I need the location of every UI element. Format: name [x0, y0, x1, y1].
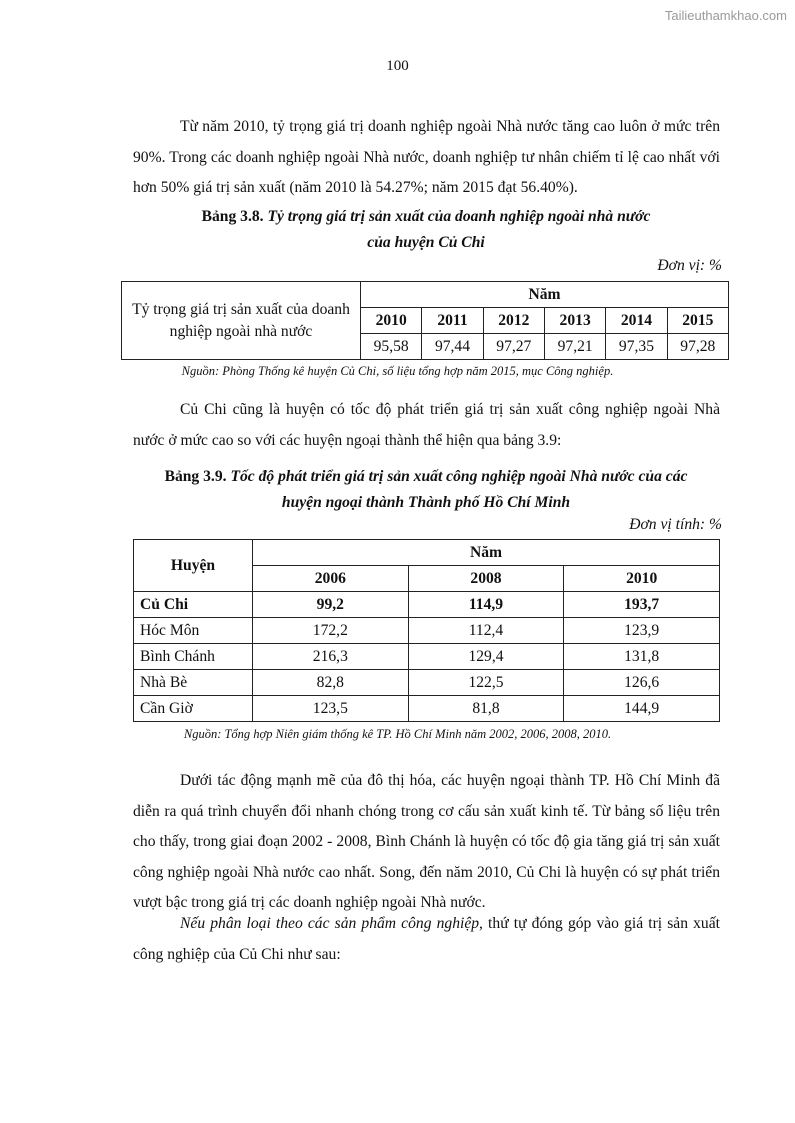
paragraph-4 — [133, 909, 720, 970]
table-3-8-year: 2012 — [483, 308, 544, 334]
table-3-8-value: 97,28 — [667, 334, 728, 360]
table-3-8-year-group: Năm — [361, 282, 729, 308]
table-3-9-source: Nguồn: Tổng hợp Niên giám thống kê TP. Hồ Chí Minh năm 2002, 2006, 2008, 2010. — [183, 727, 612, 741]
table-3-8-unit: Đơn vị: % — [657, 257, 722, 274]
table-3-9-caption — [120, 464, 732, 516]
table-3-8-caption — [120, 204, 732, 256]
table-3-9-caption-line2: huyện ngoại thành Thành phố Hồ Chí Minh — [281, 494, 571, 511]
district-name: Bình Chánh — [134, 644, 253, 670]
table-3-8-year: 2013 — [544, 308, 605, 334]
paragraph-4-italic: Nếu phân loại theo các sản phẩm công nghiệp — [180, 915, 480, 932]
district-name: Hóc Môn — [134, 618, 253, 644]
table-3-8-year: 2015 — [667, 308, 728, 334]
table-cell: 131,8 — [564, 644, 720, 670]
table-cell: 123,5 — [253, 696, 409, 722]
table-3-8-caption-line1: Tỷ trọng giá trị sản xuất của doanh nghiệp ngoài nhà nước — [267, 208, 651, 225]
district-name: Cần Giờ — [134, 696, 253, 722]
table-cell: 172,2 — [253, 618, 409, 644]
paragraph-4-rest: , thứ tự đóng góp vào giá trị sản xuất công nghiệp của Củ Chi như sau: — [133, 915, 720, 963]
table-3-8-year: 2011 — [422, 308, 483, 334]
table-3-9-year: 2006 — [253, 566, 409, 592]
table-cell: 144,9 — [564, 696, 720, 722]
table-3-8-caption-line2: của huyện Củ Chi — [367, 234, 485, 251]
district-name: Củ Chi — [134, 592, 253, 618]
table-3-8-value: 97,44 — [422, 334, 483, 360]
table-3-9-caption-prefix: Bảng 3.9. — [164, 468, 227, 485]
table-row — [134, 670, 720, 696]
table-cell: 99,2 — [253, 592, 409, 618]
table-3-8-year: 2010 — [361, 308, 422, 334]
table-3-9-caption-line1: Tốc độ phát triển giá trị sản xuất công nghiệp ngoài Nhà nước của các — [230, 468, 688, 485]
table-cell: 122,5 — [408, 670, 564, 696]
table-3-8-caption-prefix: Bảng 3.8. — [201, 208, 264, 225]
paragraph-3: Dưới tác động mạnh mẽ của đô thị hóa, các huyện ngoại thành TP. Hồ Chí Minh đã diễn ra quá trình chuyển đổi nhanh chóng trong cơ cấu sản xuất kinh tế. Từ bảng số liệu trên cho thấy, trong giai đoạn 2002 - 2008, Bình Chánh là huyện có tốc độ gia tăng giá trị sản xuất công nghiệp ngoài Nhà nước cao nhất. Song, đến năm 2010, Củ Chi là huyện có sự phát triển vượt bậc trong giá trị các doanh nghiệp ngoài Nhà nước. — [133, 772, 720, 911]
table-row — [134, 696, 720, 722]
table-3-8-value: 97,35 — [606, 334, 667, 360]
table-cell: 216,3 — [253, 644, 409, 670]
table-cell: 112,4 — [408, 618, 564, 644]
district-name: Nhà Bè — [134, 670, 253, 696]
paragraph-1: Từ năm 2010, tỷ trọng giá trị doanh nghiệp ngoài Nhà nước tăng cao luôn ở mức trên 90%. Trong các doanh nghiệp ngoài Nhà nước, doanh nghiệp tư nhân chiếm tỉ lệ cao nhất với hơn 50% giá trị sản xuất (năm 2010 là 54.27%; năm 2015 đạt 56.40%). — [133, 118, 720, 196]
table-cell: 126,6 — [564, 670, 720, 696]
paragraph-2: Củ Chi cũng là huyện có tốc độ phát triển giá trị sản xuất công nghiệp ngoài Nhà nước ở mức cao so với các huyện ngoại thành thể hiện qua bảng 3.9: — [133, 401, 720, 449]
table-cell: 82,8 — [253, 670, 409, 696]
table-3-8 — [121, 281, 729, 360]
table-3-9-district-header: Huyện — [134, 540, 253, 592]
table-cell: 193,7 — [564, 592, 720, 618]
table-3-9-year: 2008 — [408, 566, 564, 592]
table-3-9-year-group: Năm — [253, 540, 720, 566]
table-3-8-year: 2014 — [606, 308, 667, 334]
table-3-8-value: 97,21 — [544, 334, 605, 360]
table-3-8-value: 97,27 — [483, 334, 544, 360]
table-cell: 114,9 — [408, 592, 564, 618]
table-row — [134, 618, 720, 644]
table-3-9-unit: Đơn vị tính: % — [629, 516, 722, 533]
table-cell: 123,9 — [564, 618, 720, 644]
table-3-8-source: Nguồn: Phòng Thống kê huyện Củ Chi, số liệu tổng hợp năm 2015, mục Công nghiệp. — [181, 364, 614, 378]
table-cell: 81,8 — [408, 696, 564, 722]
table-3-9-year: 2010 — [564, 566, 720, 592]
watermark: Tailieuthamkhao.com — [664, 8, 787, 23]
table-3-8-row-header: Tỷ trọng giá trị sản xuất của doanh nghiệp ngoài nhà nước — [122, 282, 361, 360]
page-number: 100 — [386, 58, 409, 74]
table-cell: 129,4 — [408, 644, 564, 670]
table-3-9 — [133, 539, 720, 722]
table-row — [134, 644, 720, 670]
table-row — [134, 592, 720, 618]
table-3-8-value: 95,58 — [361, 334, 422, 360]
